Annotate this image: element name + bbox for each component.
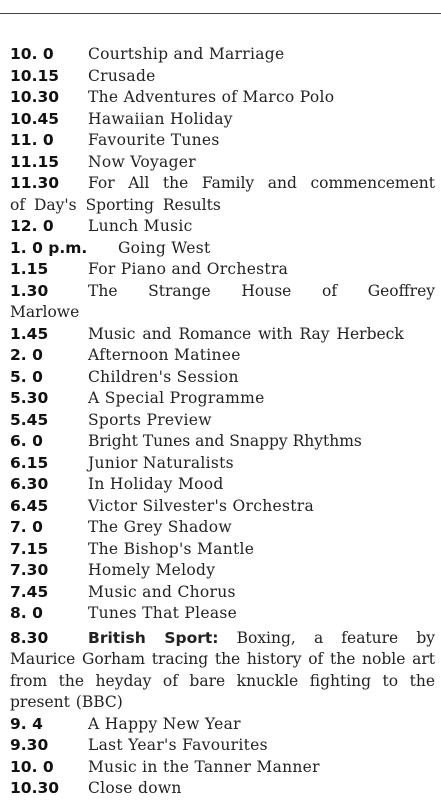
time-label: 8. 0 — [10, 604, 43, 622]
programme-title: Homely Melody — [88, 561, 216, 579]
programme-title: For Piano and Orchestra — [88, 260, 289, 278]
programme-title: A Special Programme — [88, 389, 265, 407]
schedule-row — [10, 367, 435, 389]
schedule-row — [10, 44, 435, 66]
time-label: 2. 0 — [10, 346, 43, 364]
programme-title: Music and Chorus — [88, 582, 236, 601]
schedule-row-feature — [10, 628, 435, 714]
time-label: 5. 0 — [10, 367, 43, 386]
time-label: 12. 0 — [10, 217, 54, 235]
programme-title: Last Year's Favourites — [88, 736, 268, 754]
programme-title: The Bishop's Mantle — [88, 539, 255, 558]
schedule-row — [10, 152, 435, 174]
time-label: 11.15 — [10, 152, 60, 171]
programme-title: Music in the Tanner Manner — [88, 757, 320, 776]
schedule-row — [10, 539, 435, 561]
programme-title: The Adventures of Marco Polo — [88, 88, 335, 106]
programme-title: Afternoon Matinee — [88, 346, 241, 364]
schedule-row — [10, 560, 435, 582]
schedule-row — [10, 388, 435, 410]
programme-title: For All the Family and commencement of Day's Sporting Results — [10, 174, 435, 214]
time-label: 7.15 — [10, 539, 49, 558]
time-label: 10. 0 — [10, 757, 54, 776]
time-label: 9.30 — [10, 736, 49, 754]
programme-title: Junior Naturalists — [88, 453, 234, 472]
schedule-row — [10, 474, 435, 496]
time-label: 11. 0 — [10, 131, 54, 149]
programme-title: Victor Silvester's Orchestra — [88, 496, 315, 515]
schedule-row — [10, 109, 435, 131]
programme-title: Courtship and Marriage — [88, 45, 285, 63]
schedule-row — [10, 431, 435, 453]
schedule-row — [10, 324, 435, 346]
time-label: 10.15 — [10, 66, 60, 85]
feature-text: Boxing, a feature by Maurice Gorham tracing the history of the noble art from the heyday of bare knuckle fighting to the present (BBC) — [10, 628, 435, 711]
time-label: 6.45 — [10, 496, 49, 515]
time-label: 8.30 — [10, 628, 49, 647]
time-label: 6. 0 — [10, 432, 43, 450]
schedule-row — [10, 410, 435, 432]
programme-title: Bright Tunes and Snappy Rhythms — [88, 432, 362, 450]
time-label: 6.30 — [10, 475, 49, 493]
programme-title: In Holiday Mood — [88, 475, 224, 493]
schedule-row — [10, 453, 435, 475]
time-label: 1. 0 p.m. — [10, 238, 88, 257]
time-label: 6.15 — [10, 453, 49, 472]
schedule-row — [10, 345, 435, 367]
time-label: 7. 0 — [10, 518, 43, 536]
programme-title: The Strange House of Geoffrey Marlowe — [10, 281, 435, 321]
schedule-row — [10, 173, 435, 216]
schedule-row — [10, 778, 435, 800]
schedule-row — [10, 259, 435, 281]
schedule-row — [10, 735, 435, 757]
schedule-row — [10, 87, 435, 109]
time-label: 1.30 — [10, 281, 49, 300]
schedule-row — [10, 582, 435, 604]
schedule-row — [10, 714, 435, 736]
programme-title: Hawaiian Holiday — [88, 109, 233, 128]
time-label: 10.45 — [10, 109, 60, 128]
time-label: 7.45 — [10, 582, 49, 601]
schedule-row — [10, 517, 435, 539]
programme-title: Tunes That Please — [88, 604, 238, 622]
time-label: 10.30 — [10, 779, 60, 797]
programme-title: Crusade — [88, 66, 156, 85]
time-label: 11.30 — [10, 174, 60, 192]
programme-title: Music and Romance with Ray Herbeck — [88, 324, 404, 343]
schedule-row — [10, 281, 435, 324]
time-label: 1.45 — [10, 324, 49, 343]
schedule-row — [10, 496, 435, 518]
schedule-row — [10, 757, 435, 779]
programme-title: Favourite Tunes — [88, 131, 220, 149]
programme-title: Close down — [88, 779, 182, 797]
schedule-row — [10, 66, 435, 88]
time-label: 5.45 — [10, 410, 49, 429]
programme-title: The Grey Shadow — [88, 518, 232, 536]
programme-title: A Happy New Year — [88, 714, 241, 733]
time-label: 10. 0 — [10, 45, 54, 63]
schedule-row — [10, 216, 435, 238]
top-rule — [0, 13, 441, 14]
schedule-row — [10, 238, 435, 260]
time-label: 5.30 — [10, 389, 49, 407]
programme-title: Going West — [118, 238, 211, 257]
programme-title: Now Voyager — [88, 152, 196, 171]
time-label: 1.15 — [10, 260, 49, 278]
programme-schedule — [10, 44, 435, 800]
time-label: 10.30 — [10, 88, 60, 106]
programme-title: Sports Preview — [88, 410, 212, 429]
schedule-row — [10, 130, 435, 152]
schedule-row — [10, 603, 435, 625]
feature-heading: British Sport: — [88, 628, 219, 647]
programme-title: Children's Session — [88, 367, 239, 386]
programme-title: Lunch Music — [88, 217, 193, 235]
time-label: 9. 4 — [10, 714, 43, 733]
programme-description — [10, 628, 435, 714]
time-label: 7.30 — [10, 561, 49, 579]
